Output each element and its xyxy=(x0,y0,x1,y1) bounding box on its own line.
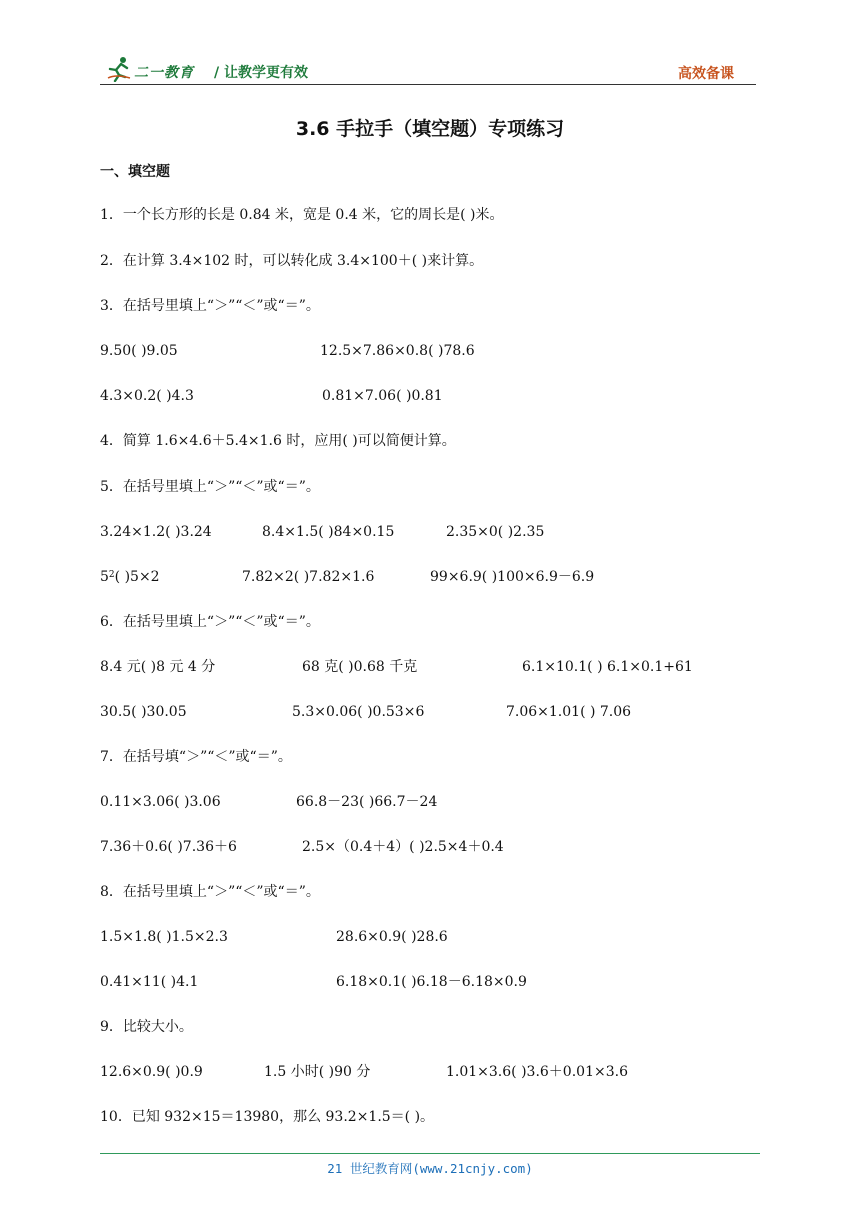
compare-item: 28.6×0.9( )28.6 xyxy=(336,929,448,945)
brand-logo-text: 二一教育 xyxy=(134,65,194,81)
compare-item: 66.8－23( )66.7－24 xyxy=(296,794,438,810)
compare-item: 6.18×0.1( )6.18－6.18×0.9 xyxy=(336,974,527,990)
question-3: 3．在括号里填上“＞”“＜”或“＝”。 xyxy=(100,298,320,314)
header-slogan: / 让教学更有效 xyxy=(214,65,308,81)
compare-item: 3.24×1.2( )3.24 xyxy=(100,524,212,540)
question-6: 6．在括号里填上“＞”“＜”或“＝”。 xyxy=(100,614,320,630)
header-right-tag: 高效备课 xyxy=(678,66,734,82)
compare-item: 1.5 小时( )90 分 xyxy=(264,1064,371,1080)
footer-link[interactable]: 21 世纪教育网(www.21cnjy.com) xyxy=(327,1161,533,1176)
page-header xyxy=(100,56,756,85)
compare-item: 1.01×3.6( )3.6＋0.01×3.6 xyxy=(446,1064,628,1080)
compare-item: 7.36＋0.6( )7.36＋6 xyxy=(100,839,237,855)
compare-item: 1.5×1.8( )1.5×2.3 xyxy=(100,929,228,945)
power-base: 5 xyxy=(100,569,109,585)
compare-item: 12.5×7.86×0.8( )78.6 xyxy=(320,343,475,359)
question-9: 9．比较大小。 xyxy=(100,1019,193,1035)
question-8: 8．在括号里填上“＞”“＜”或“＝”。 xyxy=(100,884,320,900)
compare-item: 0.81×7.06( )0.81 xyxy=(322,388,443,404)
compare-item: 0.41×11( )4.1 xyxy=(100,974,199,990)
compare-item: 0.11×3.06( )3.06 xyxy=(100,794,221,810)
compare-item: 7.06×1.01( ) 7.06 xyxy=(506,704,632,720)
section-heading: 一、填空题 xyxy=(100,164,170,180)
compare-item: 8.4×1.5( )84×0.15 xyxy=(262,524,395,540)
compare-item: 99×6.9( )100×6.9－6.9 xyxy=(430,569,595,585)
question-5: 5．在括号里填上“＞”“＜”或“＝”。 xyxy=(100,479,320,495)
compare-item: 2.5×（0.4＋4）( )2.5×4＋0.4 xyxy=(302,839,504,855)
compare-item: 5.3×0.06( )0.53×6 xyxy=(292,704,425,720)
compare-item: 12.6×0.9( )0.9 xyxy=(100,1064,203,1080)
runner-logo-icon xyxy=(106,56,132,82)
compare-item: 9.50( )9.05 xyxy=(100,343,178,359)
question-7: 7．在括号填“＞”“＜”或“＝”。 xyxy=(100,749,292,765)
compare-item: 68 克( )0.68 千克 xyxy=(302,659,418,675)
compare-item: 4.3×0.2( )4.3 xyxy=(100,388,194,404)
compare-item: 30.5( )30.05 xyxy=(100,704,187,720)
compare-item-rest: ( )5×2 xyxy=(114,569,160,585)
compare-item xyxy=(100,567,160,587)
question-1: 1．一个长方形的长是 0.84 米，宽是 0.4 米，它的周长是( )米。 xyxy=(100,207,504,223)
question-10: 10．已知 932×15＝13980，那么 93.2×1.5＝( )。 xyxy=(100,1109,435,1125)
question-4: 4．简算 1.6×4.6＋5.4×1.6 时，应用( )可以简便计算。 xyxy=(100,433,456,449)
compare-item: 6.1×10.1( ) 6.1×0.1+61 xyxy=(522,659,693,675)
compare-item: 8.4 元( )8 元 4 分 xyxy=(100,659,216,675)
compare-item: 2.35×0( )2.35 xyxy=(446,524,545,540)
page-title: 3.6 手拉手（填空题）专项练习 xyxy=(295,118,565,140)
power-exponent: 2 xyxy=(108,570,115,580)
question-2: 2．在计算 3.4×102 时，可以转化成 3.4×100＋( )来计算。 xyxy=(100,253,484,269)
compare-item: 7.82×2( )7.82×1.6 xyxy=(242,569,375,585)
footer-divider xyxy=(100,1153,760,1154)
